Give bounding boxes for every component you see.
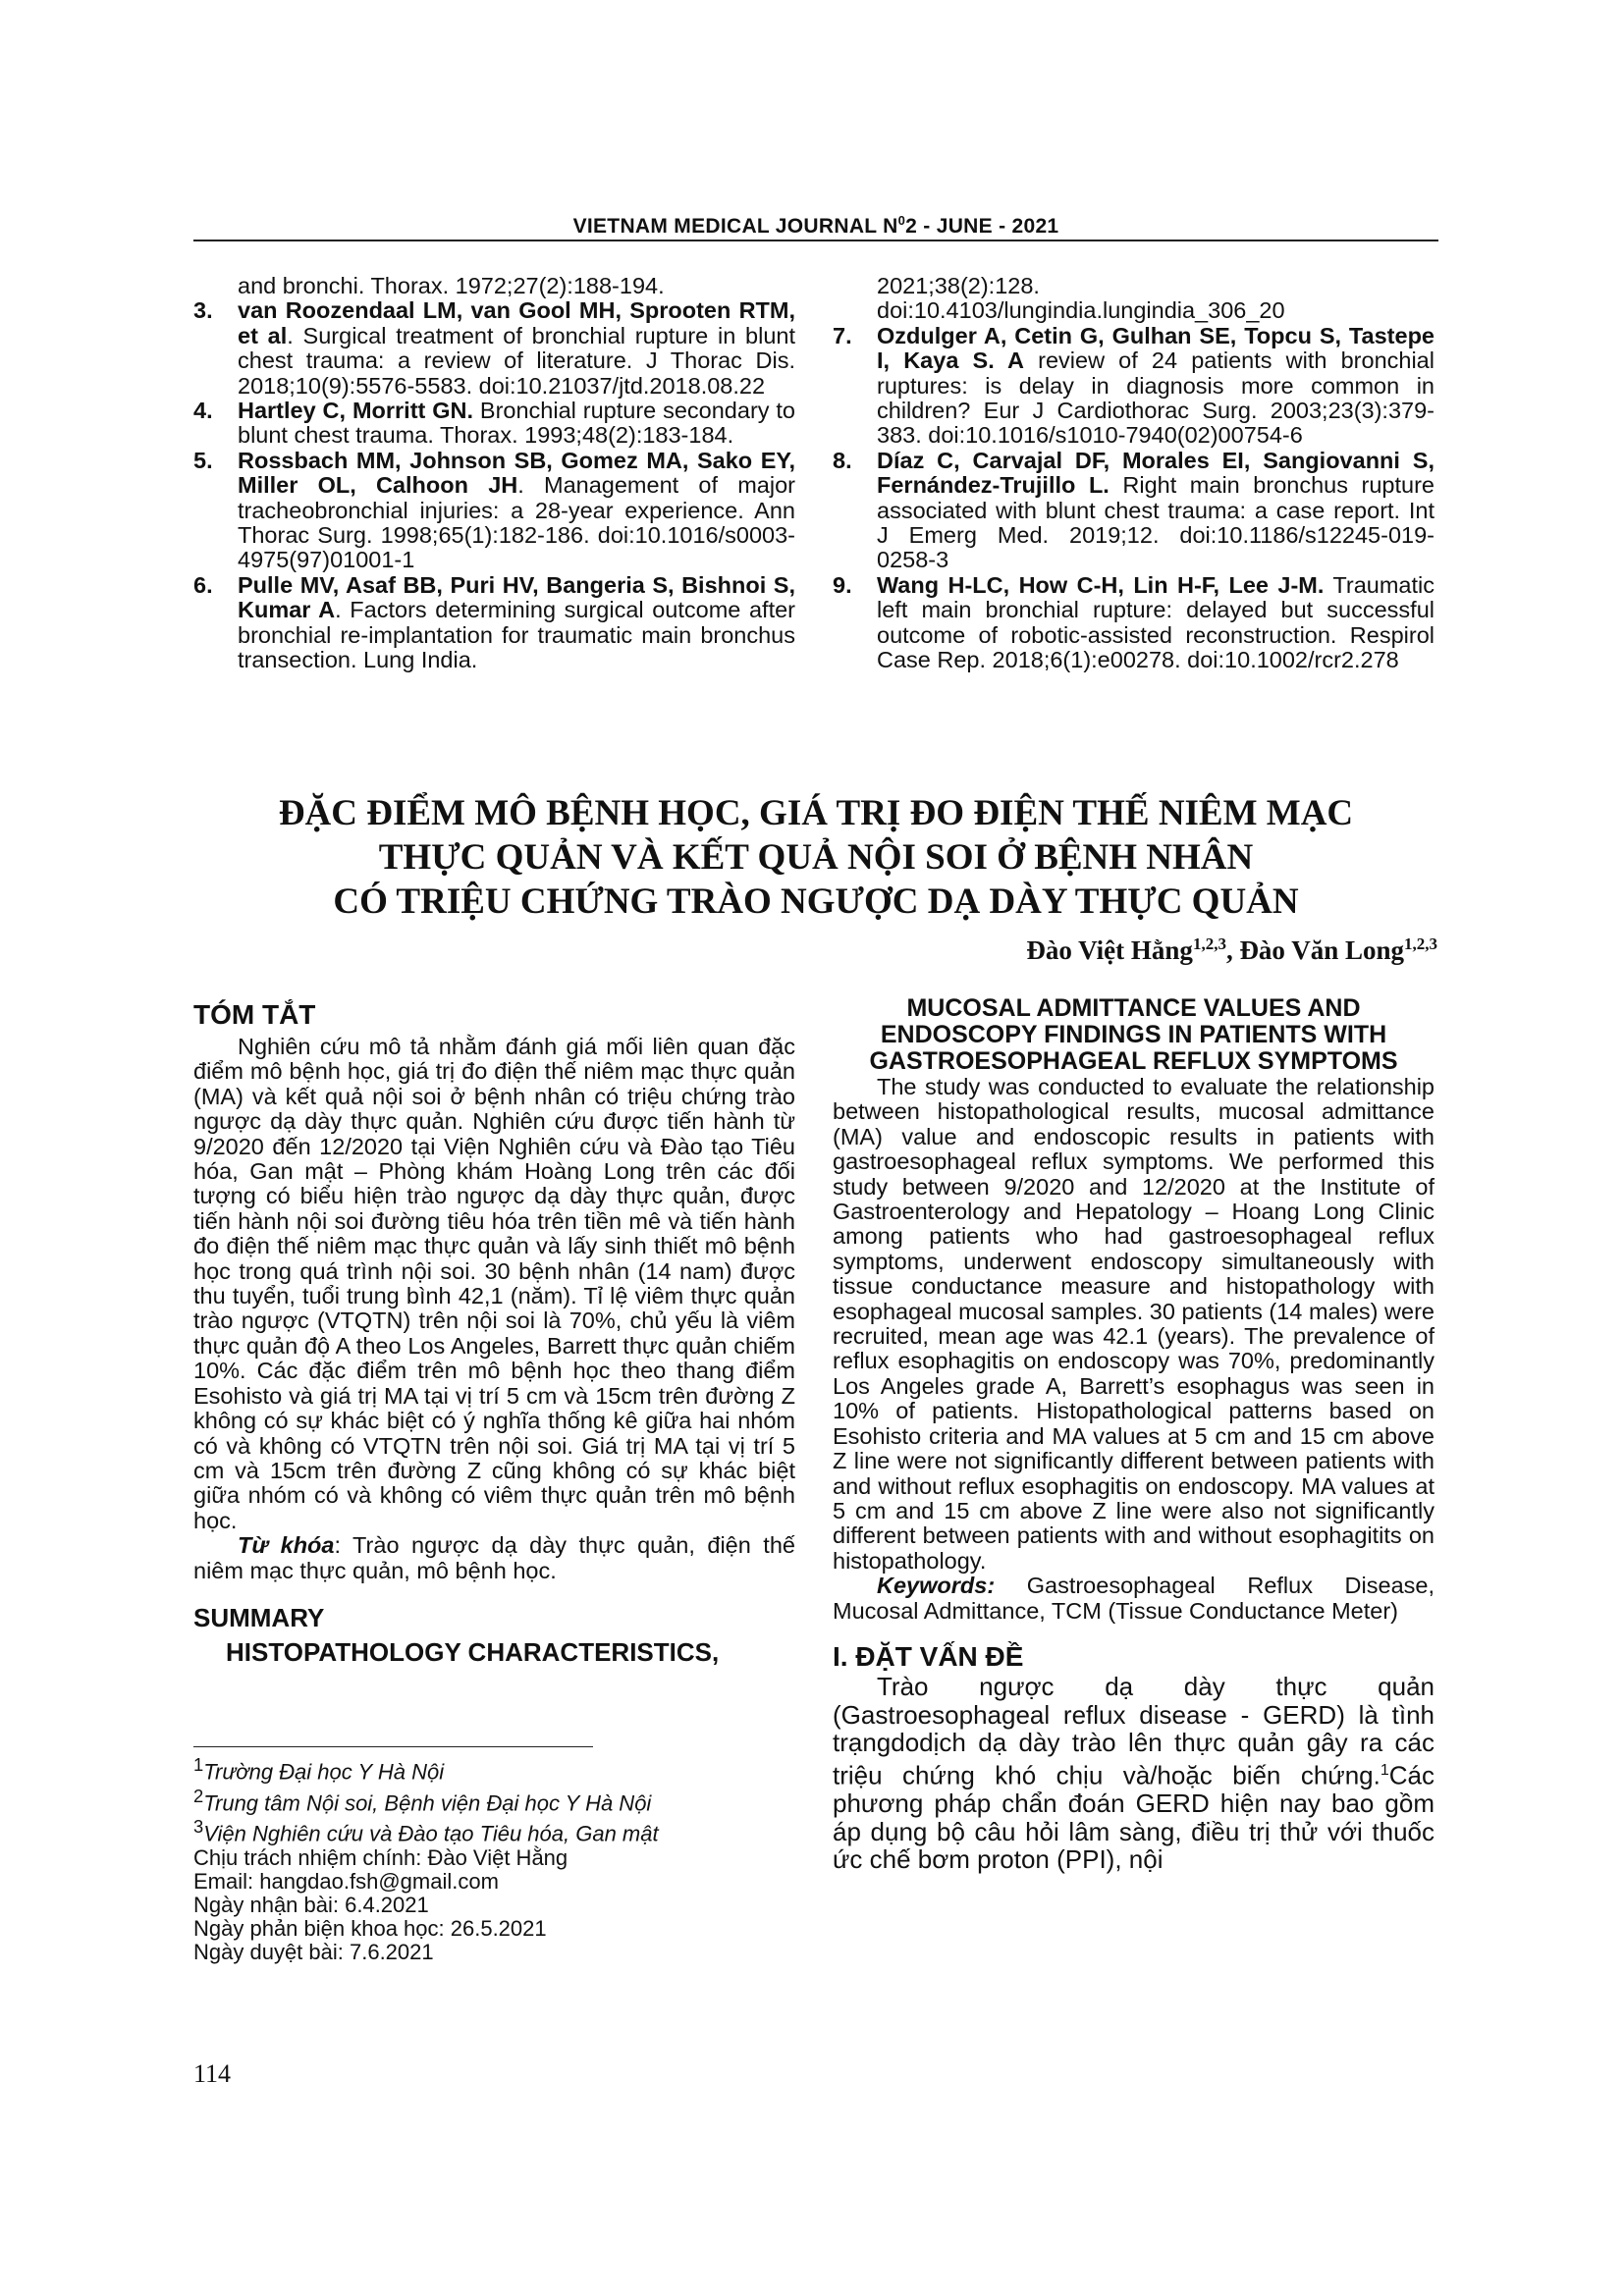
email: Email: hangdao.fsh@gmail.com [193,1868,499,1894]
footnote-text: Viện Nghiên cứu và Đào tạo Tiêu hóa, Gan mật [203,1821,659,1846]
intro-heading: I. ĐẶT VẤN ĐỀ [833,1640,1024,1672]
reference-item-5 [193,449,795,573]
reference-text: . Factors determining surgical outcome after bronchial re-implantation for traumatic main bronchus transection. Lung India. [238,597,795,673]
abstract-vi-keywords [193,1533,795,1583]
reference-item-6 [193,573,795,673]
journal-name: VIETNAM MEDICAL JOURNAL N [572,215,898,238]
date-received: Ngày nhận bài: 6.4.2021 [193,1893,429,1917]
footnote-text: Trung tâm Nội soi, Bệnh viện Đại học Y Hà Nội [203,1789,652,1815]
reference-authors: Rossbach MM, Johnson SB, Gomez MA, Sako EY, Miller OL, Calhoon JH [238,447,795,499]
reference-text: and bronchi. Thorax. 1972;27(2):188-194. [238,273,665,298]
article-title-line: THỰC QUẢN VÀ KẾT QUẢ NỘI SOI Ở BỆNH NHÂN [378,837,1254,878]
intro-body [833,1673,1435,1874]
corresponding-author: Chịu trách nhiệm chính: Đào Việt Hằng [193,1844,568,1870]
summary-body: The study was conducted to evaluate the relationship between histopathological results, mucosal admittance (MA) value and endoscopic results in patients with gastroesophageal reflux symptoms. We performed this study between 9/2020 and 12/2020 at the Institute of Gastroenterology and Hepatology – Hoang Long Clinic among patients who had gastroesophageal reflux symptoms, underwent endoscopy simultaneously with tissue conductance measure and histopathology with esophageal mucosal samples. 30 patients (14 males) were recruited, mean age was 42.1 (years). The prevalence of reflux esophagitis on endoscopy was 70%, predominantly Los Angeles grade A, Barrett’s esophagus was seen in 10% of patients. Histopathological patterns based on Esohisto criteria and MA values at 5 cm and 15 cm above Z line were not significantly different between patients with and without reflux esophagitis on endoscopy. MA values at 5 cm and 15 cm above Z line were also not significantly different between patients with and without esophagitits on histopathology. [833,1074,1435,1574]
summary-heading: SUMMARY [193,1602,325,1632]
reference-number: 5. [193,447,213,473]
reference-authors: van Roozendaal LM, van Gool MH, Sprooten RTM, et al [238,297,795,348]
references-right-column [833,274,1435,673]
footnote-mark: 1 [193,1754,204,1775]
reference-number: 8. [833,447,852,473]
reference-item-7 [833,324,1435,449]
reference-text: . Management of major tracheobronchial injuries: a 28-year experience. Ann Thorac Surg. 1998;65(1):182-186. doi:10.1016/s0003-4975(97)01001-1 [238,472,795,573]
keywords-text: Gastroesophageal Reflux Disease, Mucosal Admittance, TCM (Tissue Conductance Meter) [833,1573,1435,1624]
left-body-column [193,999,795,1668]
author-separator: , [1225,935,1240,965]
author-affiliation: 1,2,3 [1404,934,1437,953]
article-title-line: CÓ TRIỆU CHỨNG TRÀO NGƯỢC DẠ DÀY THỰC QUẢN [333,881,1299,922]
reference-continuation [193,274,795,298]
right-body-column [833,995,1435,1874]
footnote-affiliation-3 [193,1815,795,1846]
issue-number-superscript: 0 [897,213,906,228]
reference-text: 2021;38(2):128. [877,273,1040,298]
reference-authors: Díaz C, Carvajal DF, Morales EI, Sangiovanni S, Fernández-Trujillo L. [877,447,1435,499]
english-title-part1: HISTOPATHOLOGY CHARACTERISTICS, [226,1636,720,1667]
reference-number: 9. [833,571,852,598]
keywords-label: Keywords: [877,1573,996,1599]
footnote-text: Trường Đại học Y Hà Nội [203,1759,445,1785]
date-reviewed: Ngày phản biện khoa học: 26.5.2021 [193,1916,547,1942]
reference-text: doi:10.4103/lungindia.lungindia_306_20 [877,297,1285,324]
reference-number: 7. [833,322,852,348]
article-authors [1026,934,1437,966]
reference-number: 6. [193,571,213,598]
reference-text: Bronchial rupture secondary to blunt chest trauma. Thorax. 1993;48(2):183-184. [238,398,795,449]
footnote-affiliation-2 [193,1785,795,1816]
reference-item-4 [193,399,795,449]
reference-authors: Pulle MV, Asaf BB, Puri HV, Bangeria S, Bishnoi S, Kumar A [238,571,795,623]
footnote-rule [193,1746,593,1747]
citation-mark: 1 [1380,1761,1389,1779]
header-rule [193,240,1438,241]
reference-text: review of 24 patients with bronchial ruptures: is delay in diagnosis more common in children? Eur J Cardiothorac Surg. 2003;23(3):379-383. doi:10.1016/s1010-7940(02)00754-6 [877,347,1435,449]
reference-authors: Hartley C, Morritt GN. [238,398,474,424]
reference-number: 4. [193,398,213,424]
article-title [193,791,1438,924]
page-number: 114 [193,2059,232,2088]
english-title-part2: MUCOSAL ADMITTANCE VALUES AND ENDOSCOPY FINDINGS IN PATIENTS WITH GASTROESOPHAGEAL REFLUX SYMPTOMS [869,994,1398,1075]
keywords-text: : Trào ngược dạ dày thực quản, điện thế niêm mạc thực quản, mô bệnh học. [193,1532,795,1583]
abstract-vi-heading: TÓM TẮT [193,999,316,1030]
reference-text: Right main bronchus rupture associated with blunt chest trauma: a case report. Int J Emerg Med. 2019;12. doi:10.1186/s12245-019-0258-3 [877,472,1435,573]
reference-text: . Surgical treatment of bronchial rupture in blunt chest trauma: a review of literature. J Thorac Dis. 2018;10(9):5576-5583. doi:10.21037/jtd.2018.08.22 [238,322,795,399]
footnote-mark: 3 [193,1816,204,1838]
reference-text: Traumatic left main bronchial rupture: delayed but successful outcome of robotic-assisted reconstruction. Respirol Case Rep. 2018;6(1):e00278. doi:10.1002/rcr2.278 [877,571,1435,673]
author-name: Đào Văn Long [1239,935,1404,965]
reference-number: 3. [193,297,213,324]
running-header [193,213,1438,239]
reference-authors: Ozdulger A, Cetin G, Gulhan SE, Topcu S, Tastepe I, Kaya S. A [877,322,1435,374]
reference-continuation [833,274,1435,298]
reference-item-9 [833,573,1435,673]
intro-text: Trào ngược dạ dày thực quản (Gastroesophageal reflux disease - GERD) là tình trạngdodịch dạ dày trào lên thực quản gây ra các triệu chứng khó chịu và/hoặc biến chứng. [833,1671,1435,1790]
footnotes [193,1753,795,1965]
intro-text: Các phương pháp chẩn đoán GERD hiện nay bao gồm áp dụng bộ câu hỏi lâm sàng, điều trị thử với thuốc ức chế bơm proton (PPI), nội [833,1760,1435,1875]
abstract-vi-body: Nghiên cứu mô tả nhằm đánh giá mối liên quan đặc điểm mô bệnh học, giá trị đo điện thế niêm mạc thực quản (MA) và kết quả nội soi ở bệnh nhân có triệu chứng trào ngược dạ dày thực quản. Nghiên cứu được tiến hành từ 9/2020 đến 12/2020 tại Viện Nghiên cứu và Đào tạo Tiêu hóa, Gan mật – Phòng khám Hoàng Long trên các đối tượng có biểu hiện trào ngược dạ dày thực quản, được tiến hành nội soi đường tiêu hóa trên tiền mê và tiến hành đo điện thế niêm mạc thực quản và lấy sinh thiết mô bệnh học trong quá trình nội soi. 30 bệnh nhân (14 nam) được thu tuyển, tuổi trung bình 42,1 (năm). Tỉ lệ viêm thực quản trào ngược (VTQTN) trên nội soi là 70%, chủ yếu là viêm thực quản độ A theo Los Angeles, Barrett thực quản chiếm 10%. Các đặc điểm trên mô bệnh học theo thang điểm Esohisto và giá trị MA tại vị trí 5 cm và 15cm trên đường Z không có sự khác biệt có ý nghĩa thống kê giữa hai nhóm có và không có VTQTN trên nội soi. Giá trị MA tại vị trí 5 cm và 15cm trên đường Z cũng không có sự khác biệt giữa nhóm có và không có viêm thực quản trên mô bệnh học. [193,1034,795,1533]
author-name: Đào Việt Hằng [1026,935,1193,965]
reference-item-8 [833,449,1435,573]
references-left-column [193,274,795,673]
article-title-line: ĐẶC ĐIỂM MÔ BỆNH HỌC, GIÁ TRỊ ĐO ĐIỆN THẾ NIÊM MẠC [278,793,1354,833]
footnote-affiliation-1 [193,1753,795,1785]
reference-item-3 [193,298,795,399]
reference-continuation [833,298,1435,323]
date-accepted: Ngày duyệt bài: 7.6.2021 [193,1940,434,1965]
issue-date: 2 - JUNE - 2021 [905,215,1059,238]
reference-authors: Wang H-LC, How C-H, Lin H-F, Lee J-M. [877,571,1325,598]
keywords-label: Từ khóa [238,1532,335,1559]
summary-keywords [833,1574,1435,1624]
footnote-mark: 2 [193,1785,204,1806]
author-affiliation: 1,2,3 [1192,934,1226,953]
